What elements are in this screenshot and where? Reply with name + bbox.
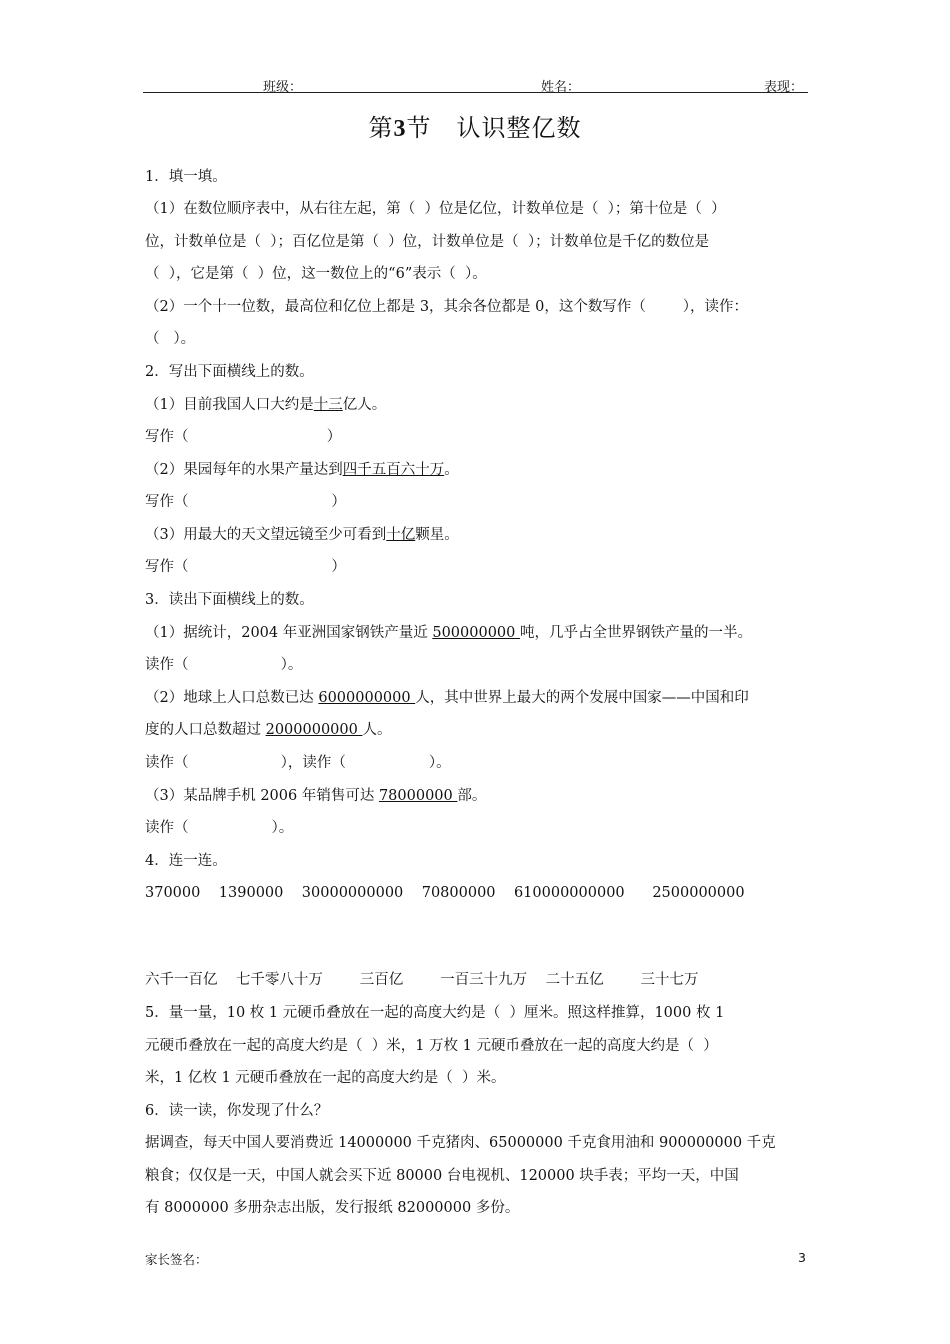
q1-line-1: （1）在数位顺序表中，从右往左起，第（ ）位是亿位，计数单位是（ ）；第十位是（ ） bbox=[145, 201, 726, 217]
page-title: 第3节 认识整亿数 bbox=[368, 114, 582, 142]
q3-item-1: （1）据统计，2004 年亚洲国家钢铁产量近 500000000 吨，几乎占全世界钢铁产量的一半。 bbox=[145, 625, 752, 641]
q5-line-2: 元硬币叠放在一起的高度大约是（ ）米，1 万枚 1 元硬币叠放在一起的高度大约是（ ） bbox=[145, 1038, 718, 1054]
q1-line-2: 位，计数单位是（ ）；百亿位是第（ ）位，计数单位是（ ）；计数单位是千亿的数位是 bbox=[145, 234, 710, 250]
page-number: 3 bbox=[798, 1250, 806, 1265]
q6-line-3: 有 8000000 多册杂志出版，发行报纸 82000000 多份。 bbox=[145, 1200, 520, 1216]
q3-item-3: （3）某品牌手机 2006 年销售可达 78000000 部。 bbox=[145, 788, 487, 804]
q5-line-3: 米，1 亿枚 1 元硬币叠放在一起的高度大约是（ ）米。 bbox=[145, 1070, 506, 1086]
q3-item-2: （2）地球上人口总数已达 6000000000 人，其中世界上最大的两个发展中国家——中国和印 bbox=[145, 690, 749, 706]
q3-answer-3: 读作（ ）。 bbox=[145, 820, 294, 836]
q5-line-1: 5．量一量，10 枚 1 元硬币叠放在一起的高度大约是（ ）厘米。照这样推算，1000 枚 1 bbox=[145, 1005, 725, 1021]
q1-line-4: （2）一个十一位数，最高位和亿位上都是 3，其余各位都是 0，这个数写作（ ），读作： bbox=[145, 299, 749, 315]
q1-line-5: （ ）。 bbox=[145, 331, 196, 347]
header-rule bbox=[143, 92, 808, 93]
q2-answer-1: 写作（ ） bbox=[145, 429, 342, 445]
q2-answer-2: 写作（ ） bbox=[145, 494, 346, 510]
q1-line-3: （ ），它是第（ ）位，这一数位上的“6”表示（ ）。 bbox=[145, 266, 487, 282]
q3-answer-1: 读作（ ）。 bbox=[145, 657, 303, 673]
q1-heading: 1．填一填。 bbox=[145, 169, 227, 185]
q3-heading: 3．读出下面横线上的数。 bbox=[145, 592, 314, 608]
q4-words: 六千一百亿 七千零八十万 三百亿 一百三十九万 二十五亿 三十七万 bbox=[145, 972, 699, 988]
name-label: 姓名： bbox=[541, 80, 581, 95]
q6-heading: 6．读一读，你发现了什么？ bbox=[145, 1103, 329, 1119]
q2-answer-3: 写作（ ） bbox=[145, 559, 346, 575]
q3-item-2-cont: 度的人口总数超过 2000000000 人。 bbox=[145, 722, 392, 738]
q4-numbers: 370000 1390000 30000000000 70800000 610000000000 2500000000 bbox=[145, 885, 745, 901]
q3-answer-2: 读作（ ），读作（ ）。 bbox=[145, 755, 451, 771]
q2-item-3: （3）用最大的天文望远镜至少可看到十亿颗星。 bbox=[145, 527, 459, 543]
q4-heading: 4．连一连。 bbox=[145, 853, 227, 869]
q2-heading: 2．写出下面横线上的数。 bbox=[145, 364, 314, 380]
q2-item-1: （1）目前我国人口大约是十三亿人。 bbox=[145, 397, 387, 413]
class-label: 班级： bbox=[263, 80, 303, 95]
q6-line-2: 粮食；仅仅是一天，中国人就会买下近 80000 台电视机、120000 块手表；平均一天，中国 bbox=[145, 1168, 739, 1184]
parent-signature-label: 家长签名： bbox=[145, 1252, 208, 1267]
performance-label: 表现： bbox=[764, 80, 804, 95]
q2-item-2: （2）果园每年的水果产量达到四千五百六十万。 bbox=[145, 462, 459, 478]
q6-line-1: 据调查，每天中国人要消费近 14000000 千克猪肉、65000000 千克食用油和 900000000 千克 bbox=[145, 1135, 776, 1151]
